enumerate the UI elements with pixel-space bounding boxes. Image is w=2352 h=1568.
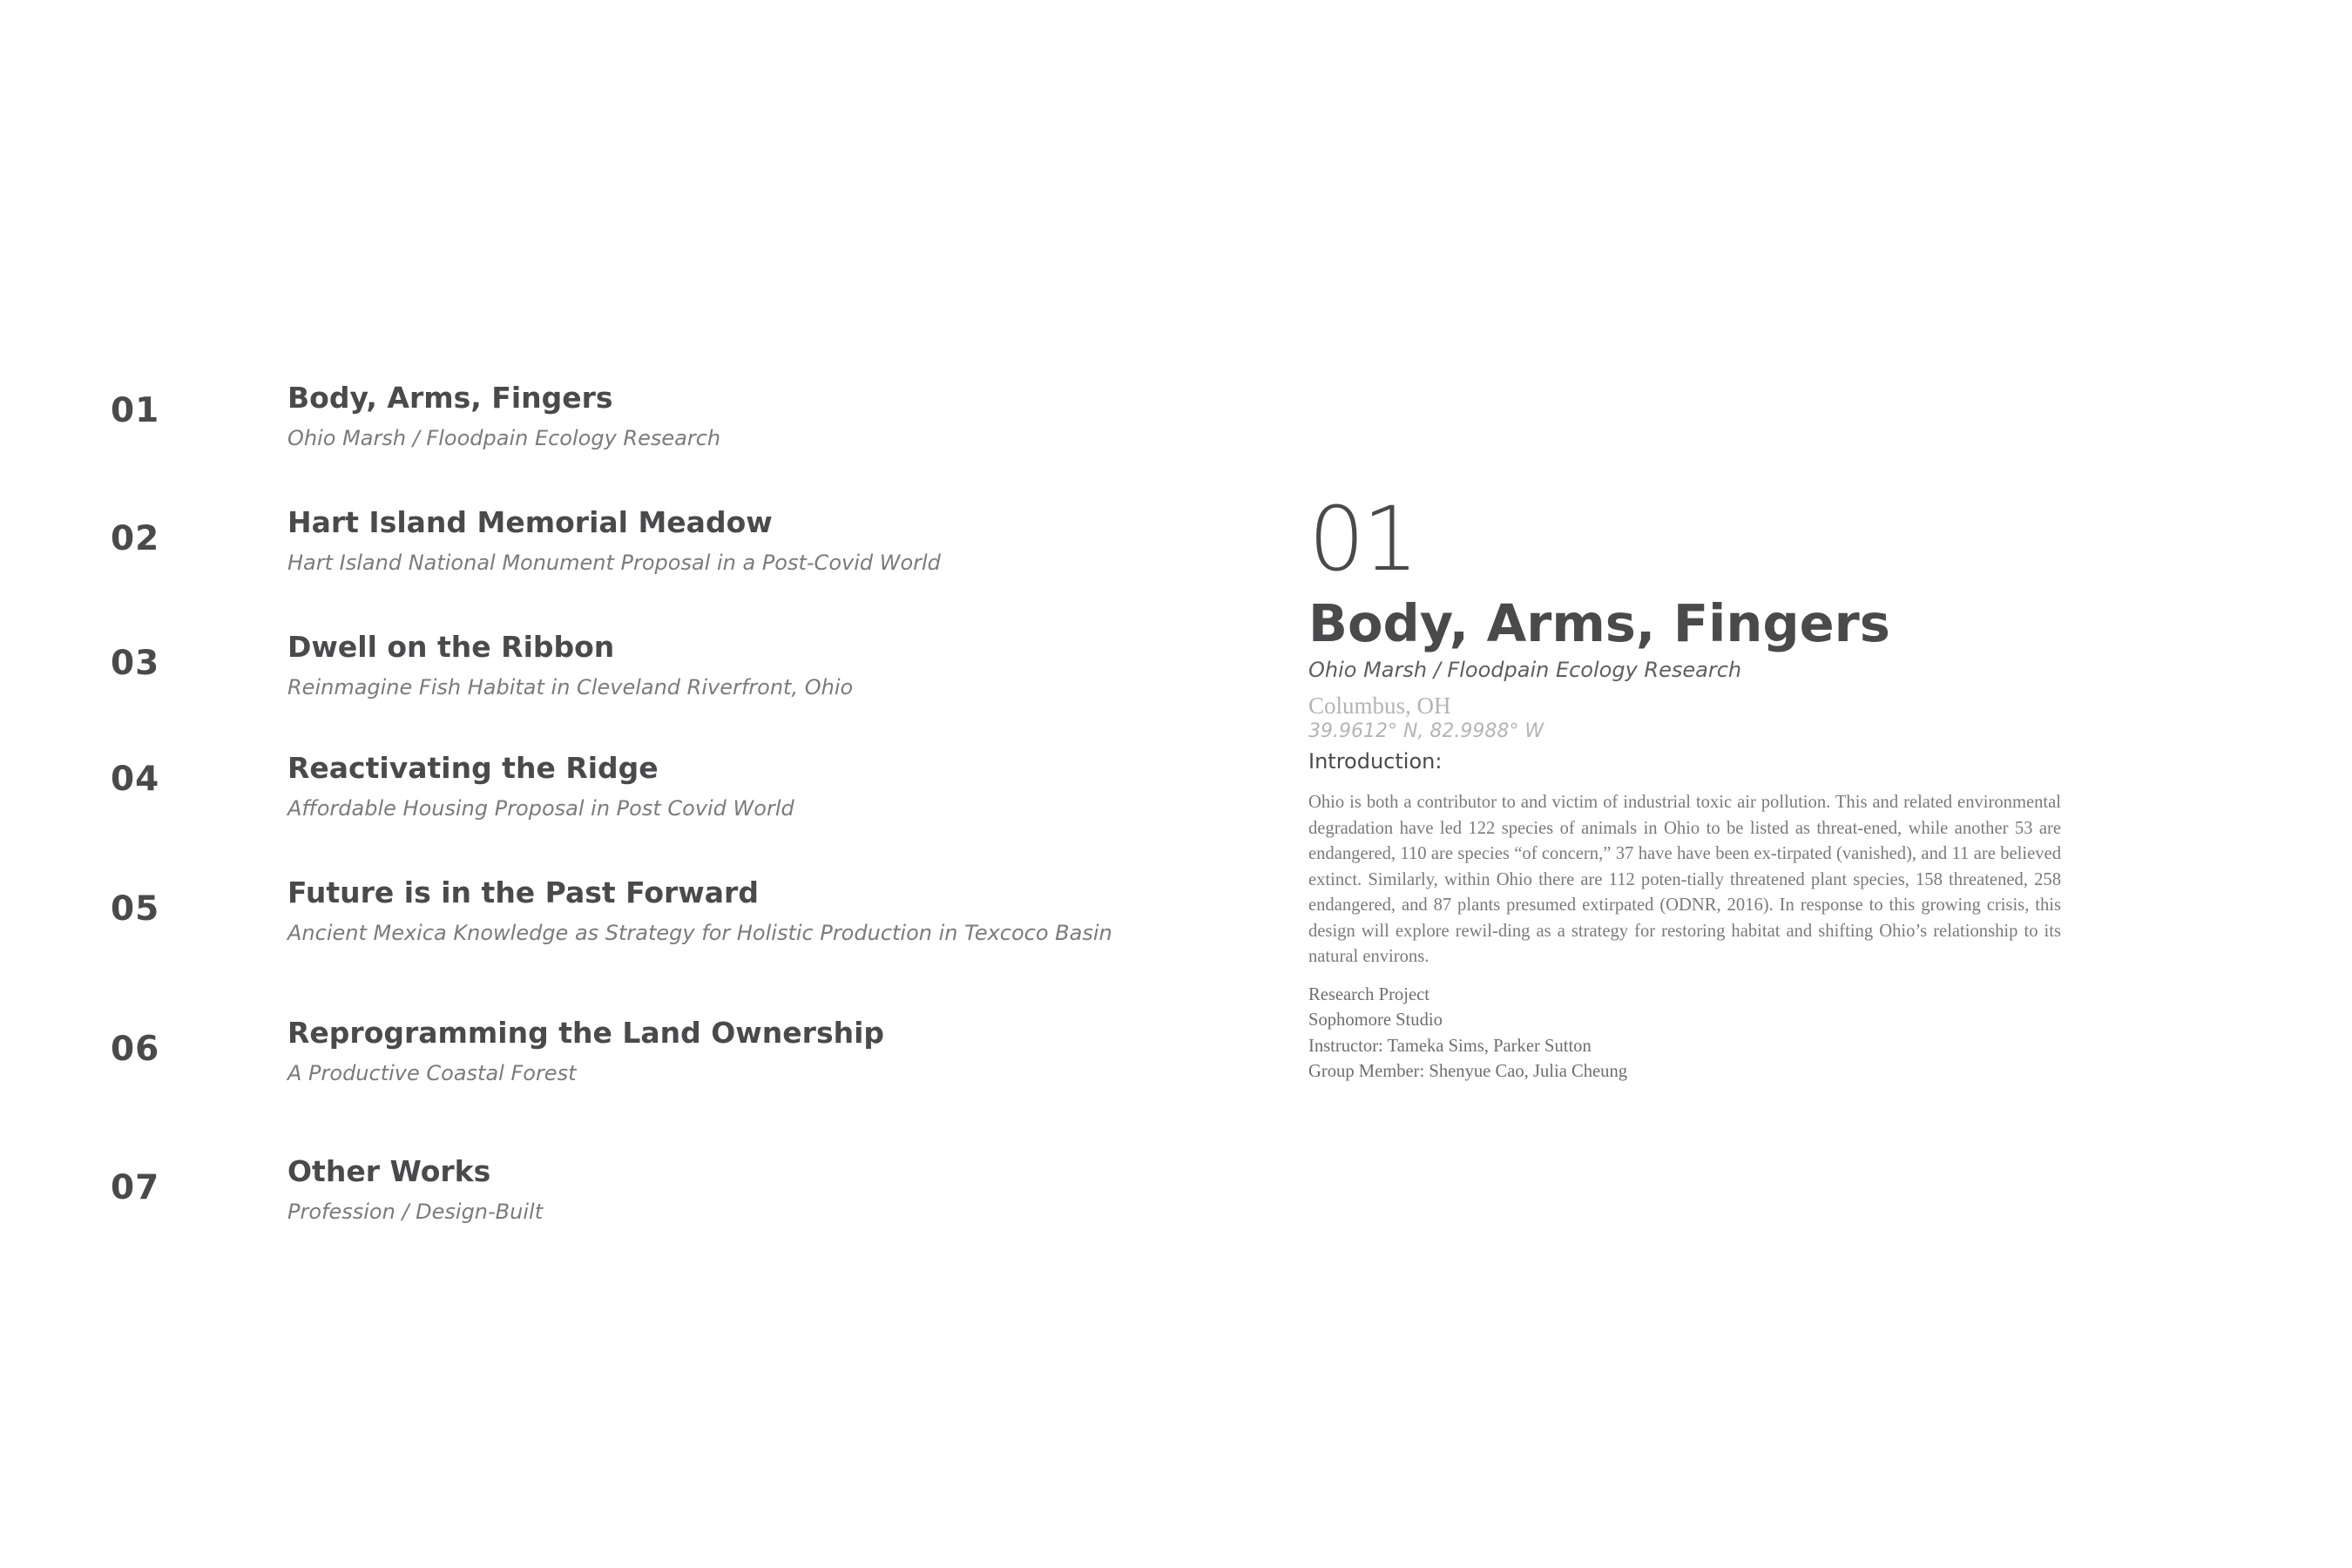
credit-studio: Sophomore Studio bbox=[1308, 1010, 1443, 1030]
toc-title: Other Works bbox=[287, 1154, 491, 1188]
toc-item-03[interactable] bbox=[0, 630, 1220, 734]
toc-number: 04 bbox=[111, 760, 160, 799]
toc-item-01[interactable] bbox=[0, 381, 1220, 485]
toc-title: Future is in the Past Forward bbox=[287, 875, 759, 909]
toc-subtitle: Reinmagine Fish Habitat in Cleveland Riverfront, Ohio bbox=[287, 675, 854, 700]
toc-item-04[interactable] bbox=[0, 751, 1220, 855]
toc-number: 05 bbox=[111, 889, 160, 929]
toc-subtitle: Affordable Housing Proposal in Post Covid World bbox=[287, 796, 794, 821]
project-title: Body, Arms, Fingers bbox=[1308, 593, 1890, 653]
toc-subtitle: Hart Island National Monument Proposal in a Post-Covid World bbox=[287, 551, 941, 575]
toc-item-06[interactable] bbox=[0, 1016, 1220, 1120]
toc-number: 02 bbox=[111, 519, 160, 558]
toc-title: Dwell on the Ribbon bbox=[287, 630, 615, 664]
project-coordinates: 39.9612° N, 82.9988° W bbox=[1308, 720, 1544, 742]
project-subtitle: Ohio Marsh / Floodpain Ecology Research bbox=[1308, 658, 1742, 682]
toc-subtitle: Ohio Marsh / Floodpain Ecology Research bbox=[287, 426, 721, 450]
credit-group: Group Member: Shenyue Cao, Julia Cheung bbox=[1308, 1062, 1628, 1081]
toc-item-07[interactable] bbox=[0, 1154, 1220, 1259]
toc-item-02[interactable] bbox=[0, 505, 1220, 610]
credit-instructor: Instructor: Tameka Sims, Parker Sutton bbox=[1308, 1036, 1592, 1056]
toc-item-05[interactable] bbox=[0, 875, 1220, 980]
toc-subtitle: Profession / Design-Built bbox=[287, 1200, 544, 1224]
toc-number: 01 bbox=[111, 391, 160, 430]
toc-number: 07 bbox=[111, 1168, 160, 1207]
project-number: 01 bbox=[1308, 488, 1416, 591]
toc-subtitle: Ancient Mexica Knowledge as Strategy for Holistic Production in Texcoco Basin bbox=[287, 921, 1112, 945]
toc-number: 03 bbox=[111, 644, 160, 683]
toc-subtitle: A Productive Coastal Forest bbox=[287, 1061, 577, 1085]
toc-title: Body, Arms, Fingers bbox=[287, 381, 613, 415]
toc-title: Reactivating the Ridge bbox=[287, 751, 659, 785]
introduction-heading: Introduction: bbox=[1308, 749, 1443, 774]
toc-title: Reprogramming the Land Ownership bbox=[287, 1016, 885, 1050]
project-credits bbox=[1308, 983, 2061, 1085]
toc-title: Hart Island Memorial Meadow bbox=[287, 505, 773, 539]
toc-number: 06 bbox=[111, 1030, 160, 1069]
credit-project-type: Research Project bbox=[1308, 984, 1429, 1004]
project-location: Columbus, OH bbox=[1308, 693, 1451, 719]
introduction-body: Ohio is both a contributor to and victim of industrial toxic air pollution. This and related environmental degradation have led 122 species of animals in Ohio to be listed as threat-ened, while another 53 are endangered, 110 are species “of concern,” 37 have have been ex-tirpated (vanished), and 11 are believed extinct. Similarly, within Ohio there are 112 poten-tially threatened plant species, 158 threatened, 258 endangered, and 87 plants presumed extirpated (ODNR, 2016). In response to this growing crisis, this design will explore rewil-ding as a strategy for restoring habitat and shifting Ohio’s relationship to its natural environs. bbox=[1308, 793, 2061, 966]
project-detail bbox=[1308, 488, 2061, 1085]
